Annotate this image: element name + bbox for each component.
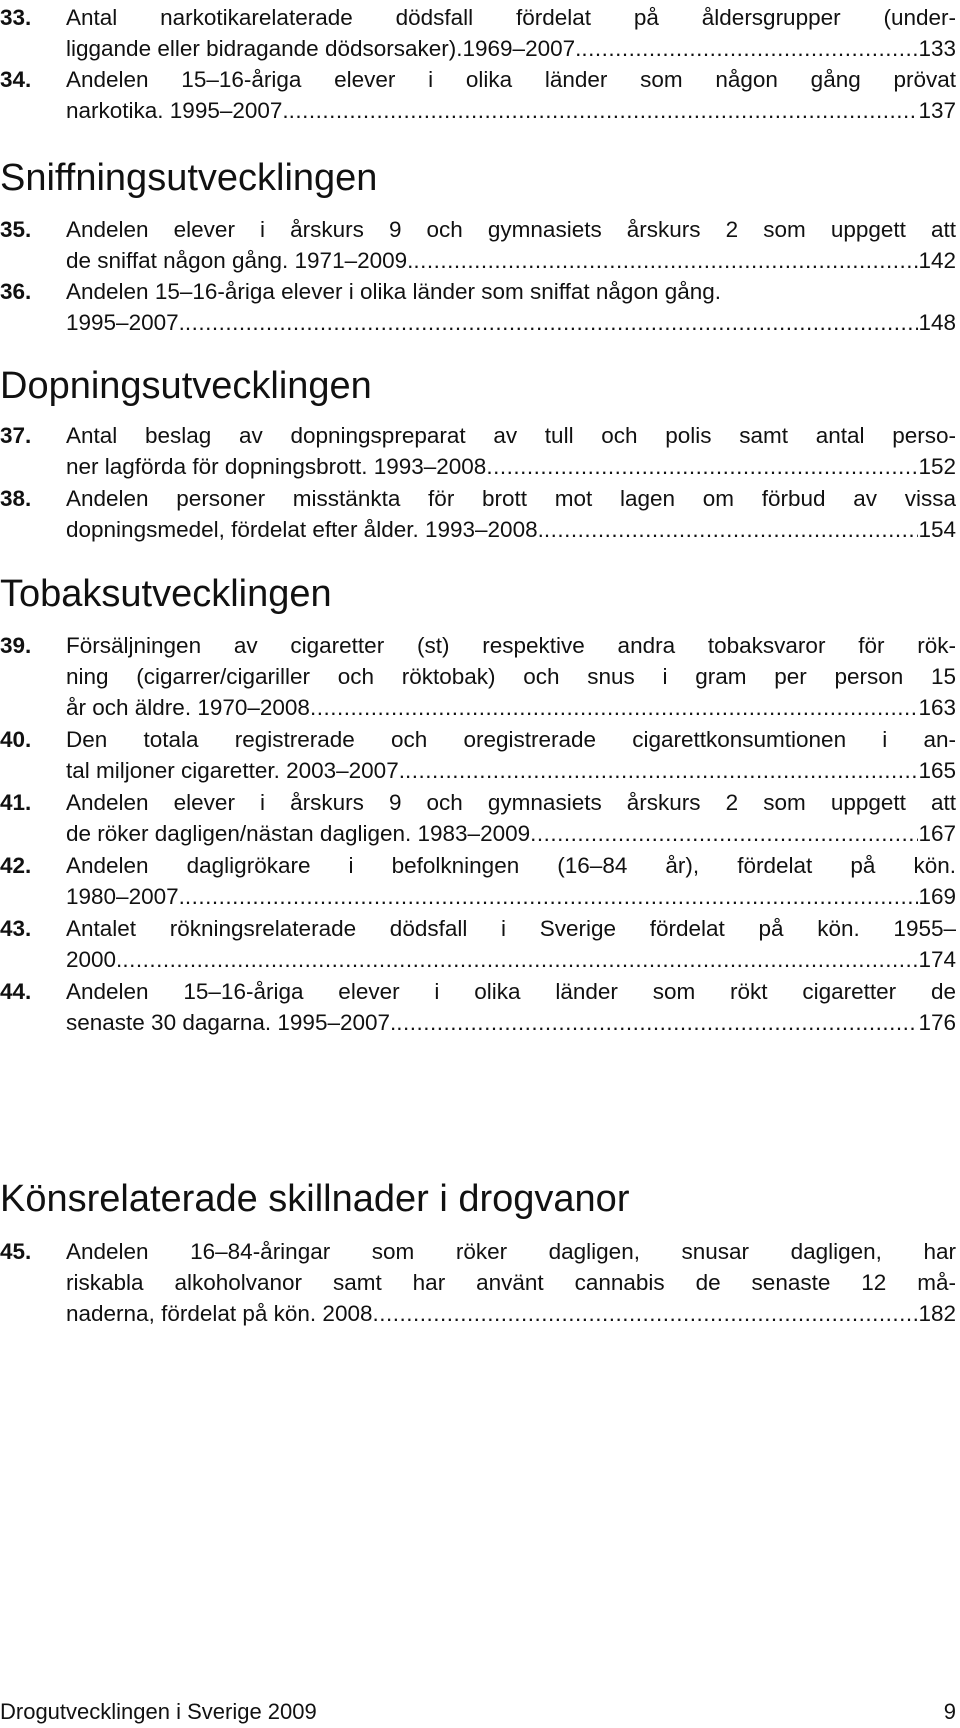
- entry-number: 41.: [0, 790, 32, 815]
- entry-title-line: Antalet rökningsrelaterade dödsfall i Sverige fördelat på kön. 1955–: [66, 916, 956, 941]
- dot-leader: [530, 818, 918, 849]
- entry-last-line: [66, 1007, 956, 1038]
- footer-title: Drogutvecklingen i Sverige 2009: [0, 1699, 317, 1724]
- entry-last-line: [66, 451, 956, 482]
- entry-title-line: Andelen 15–16-åriga elever i olika länder som någon gång prövat: [66, 67, 956, 92]
- entry-last-line: [66, 1298, 956, 1329]
- entry-title-line: Andelen dagligrökare i befolkningen (16–84 år), fördelat på kön.: [66, 853, 956, 878]
- entry-title-line: Andelen elever i årskurs 9 och gymnasiets årskurs 2 som uppgett att: [66, 790, 956, 815]
- section-heading-sniffning: Sniffningsutvecklingen: [0, 157, 378, 199]
- dot-leader: [581, 33, 918, 64]
- page-number: 182: [918, 1301, 956, 1326]
- page-number: 163: [918, 695, 956, 720]
- page-number: 167: [918, 821, 956, 846]
- entry-title-line: Antal narkotikarelaterade dödsfall fördelat på åldersgrupper (under-: [66, 5, 956, 30]
- entry-title-line: 1980–2007.: [66, 884, 185, 909]
- entry-title-line: tal miljoner cigaretter. 2003–2007.: [66, 758, 405, 783]
- entry-number: 37.: [0, 423, 32, 448]
- entry-last-line: [66, 944, 956, 975]
- entry-title-line: ner lagförda för dopningsbrott. 1993–2008: [66, 454, 487, 479]
- entry-title-line: de sniffat någon gång. 1971–2009.: [66, 248, 414, 273]
- entry-title-line: liggande eller bidragande dödsorsaker).1969–2007.: [66, 36, 582, 61]
- entry-number: 40.: [0, 727, 32, 752]
- entry-last-line: [66, 307, 956, 338]
- entry-title-line: Andelen elever i årskurs 9 och gymnasiets årskurs 2 som uppgett att: [66, 217, 956, 242]
- dot-leader: [122, 944, 918, 975]
- entry-last-line: [66, 245, 956, 276]
- entry-title-line: Antal beslag av dopningspreparat av tull och polis samt antal perso-: [66, 423, 956, 448]
- entry-title-line: dopningsmedel, fördelat efter ålder. 1993–2008.: [66, 517, 544, 542]
- page-number: 176: [918, 1010, 956, 1035]
- entry-last-line: [66, 755, 956, 786]
- entry-title-line: naderna, fördelat på kön. 2008: [66, 1301, 373, 1326]
- entry-title-line: Andelen 16–84-åringar som röker dagligen, snusar dagligen, har: [66, 1239, 956, 1264]
- entry-title-line: narkotika. 1995–2007.: [66, 98, 289, 123]
- entry-title-line: 1995–2007.: [66, 310, 185, 335]
- entry-last-line: [66, 692, 956, 723]
- entry-title-line: riskabla alkoholvanor samt har använt cannabis de senaste 12 må-: [66, 1270, 956, 1295]
- entry-title-line: Andelen personer misstänkta för brott mot lagen om förbud av vissa: [66, 486, 956, 511]
- entry-number: 38.: [0, 486, 32, 511]
- page-number: 142: [918, 248, 956, 273]
- entry-last-line: [66, 33, 956, 64]
- dot-leader: [413, 245, 918, 276]
- entry-title-line: Försäljningen av cigaretter (st) respektive andra tobaksvaror för rök-: [66, 633, 956, 658]
- entry-title-line: senaste 30 dagarna. 1995–2007.: [66, 1010, 397, 1035]
- section-heading-dopning: Dopningsutvecklingen: [0, 365, 372, 407]
- dot-leader: [405, 755, 918, 786]
- entry-title-line: år och äldre. 1970–2008: [66, 695, 310, 720]
- entry-title-line: Andelen 15–16-åriga elever i olika länder som sniffat någon gång.: [66, 279, 722, 304]
- entry-last-line: [66, 881, 956, 912]
- entry-title-line: Den totala registrerade och oregistrerade cigarettkonsumtionen i an-: [66, 727, 956, 752]
- entry-number: 44.: [0, 979, 32, 1004]
- entry-number: 43.: [0, 916, 32, 941]
- page-number: 169: [918, 884, 956, 909]
- page-number: 137: [918, 98, 956, 123]
- entry-number: 33.: [0, 5, 32, 30]
- page-number: 154: [918, 517, 956, 542]
- dot-leader: [310, 692, 919, 723]
- dot-leader: [185, 307, 919, 338]
- section-heading-tobak: Tobaksutvecklingen: [0, 573, 332, 615]
- page-number: 152: [918, 454, 956, 479]
- dot-leader: [289, 95, 919, 126]
- dot-leader: [486, 451, 918, 482]
- entry-number: 45.: [0, 1239, 32, 1264]
- entry-title-line: ning (cigarrer/cigariller och röktobak) och snus i gram per person 15: [66, 664, 956, 689]
- entry-title-line: Andelen 15–16-åriga elever i olika länder som rökt cigaretter de: [66, 979, 956, 1004]
- entry-last-line: [66, 514, 956, 545]
- page-number: 148: [918, 310, 956, 335]
- entry-title-line: 2000.: [66, 947, 123, 972]
- entry-number: 36.: [0, 279, 32, 304]
- page-number: 133: [918, 36, 956, 61]
- section-heading-konsrelaterade: Könsrelaterade skillnader i drogvanor: [0, 1178, 630, 1220]
- page-number: 174: [918, 947, 956, 972]
- dot-leader: [373, 1298, 919, 1329]
- entry-last-line: [66, 818, 956, 849]
- page-number: 165: [918, 758, 956, 783]
- dot-leader: [185, 881, 919, 912]
- entry-number: 34.: [0, 67, 32, 92]
- entry-number: 35.: [0, 217, 32, 242]
- footer-page-number: 9: [943, 1699, 956, 1724]
- dot-leader: [544, 514, 919, 545]
- entry-title-line: de röker dagligen/nästan dagligen. 1983–2009: [66, 821, 531, 846]
- entry-last-line: [66, 95, 956, 126]
- entry-number: 39.: [0, 633, 32, 658]
- entry-number: 42.: [0, 853, 32, 878]
- dot-leader: [396, 1007, 918, 1038]
